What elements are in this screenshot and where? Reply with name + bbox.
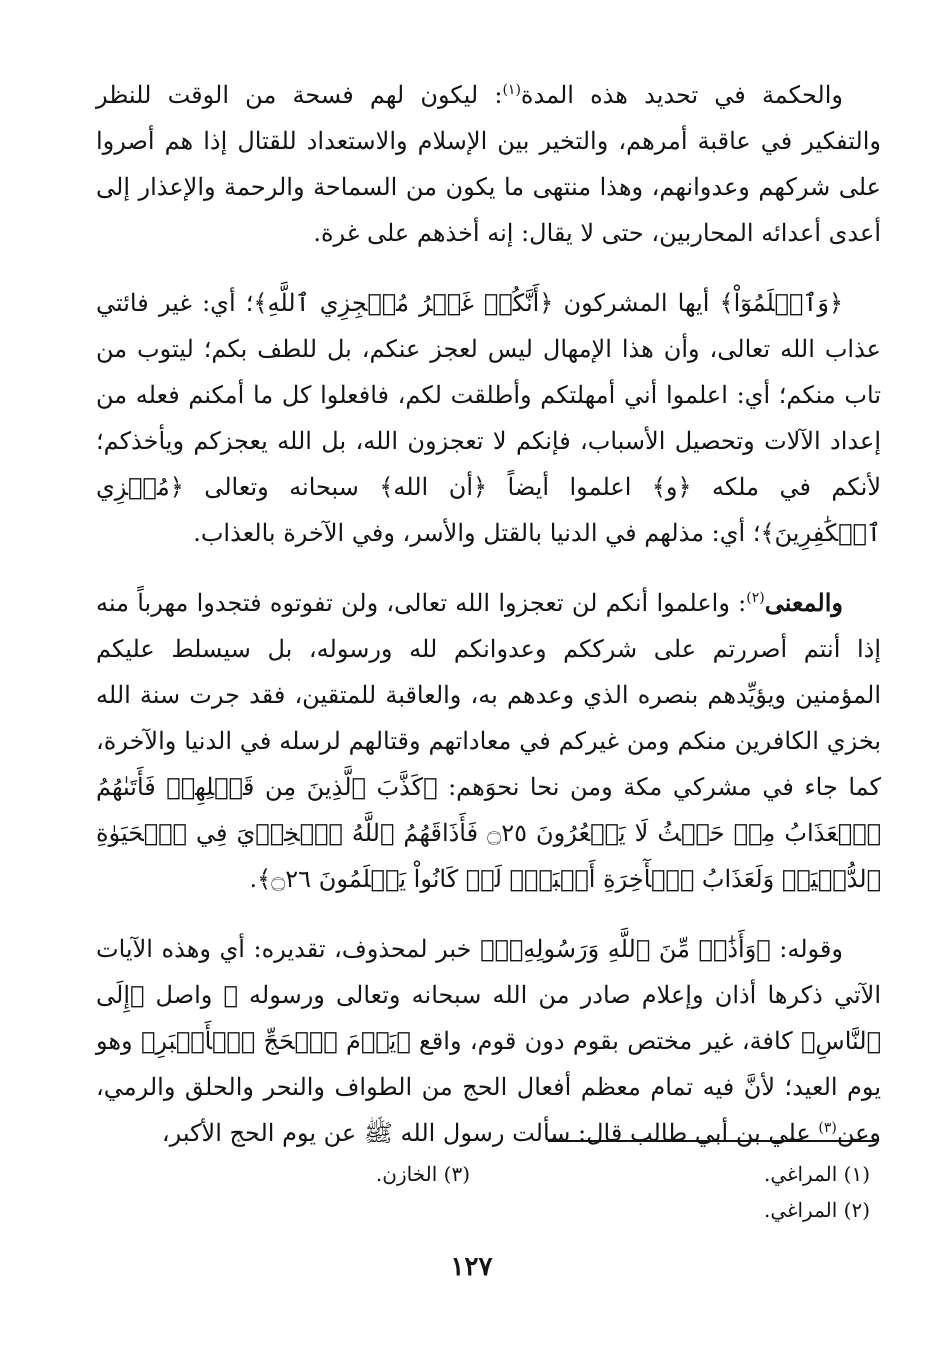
footnote-marker-3: (٣) bbox=[818, 1120, 837, 1136]
footnotes bbox=[330, 1156, 870, 1236]
footnote-divider bbox=[548, 1140, 876, 1142]
paragraph-2 bbox=[96, 280, 881, 556]
paragraph-1 bbox=[96, 72, 881, 256]
paragraph-1-text: : ليكون لهم فسحة من الوقت للنظر والتفكير في عاقبة أمرهم، والتخير بين الإسلام والاستعداد للقتال إذا هم أصروا على شركهم وعدوانهم، وهذا منتهى ما يكون من السماحة والرحمة والإعذار إلى أعدى أعدائه المحاربين، حتى لا يقال: إنه أخذهم على غرة. bbox=[96, 81, 882, 247]
footnote-marker-2: (٢) bbox=[746, 590, 765, 606]
footnote-marker-1: (١) bbox=[502, 82, 521, 98]
paragraph-3-lead: والمعنى bbox=[764, 588, 843, 617]
paragraph-3-text: : واعلموا أنكم لن تعجزوا الله تعالى، ولن تفوتوه فتجدوا مهرباً منه إذا أنتم أصررتم على شرككم وعدوانكم لله ورسوله، بل سيسلط عليكم المؤمنين ويؤيِّدهم بنصره الذي وعدهم به، والعاقبة للمتقين، فقد جرت سنة الله بخزي الكافرين منكم ومن غيركم في معاداتهم وقتالهم لرسله في الدنيا والآخرة، كما جاء في مشركي مكة ومن نحا نحوَهم: ﴿كَذَّبَ ٱلَّذِينَ مِن قَبۡلِهِمۡ فَأَتَىٰهُمُ ٱلۡعَذَابُ مِنۡ حَيۡثُ لَا يَشۡعُرُونَ ۝٢٥ فَأَذَاقَهُمُ ٱللَّهُ ٱلۡخِزۡيَ فِي ٱلۡحَيَوٰةِ ٱلدُّنۡيَاۖ وَلَعَذَابُ ٱلۡأٓخِرَةِ أَكۡبَرُۚ لَوۡ كَانُواْ يَعۡلَمُونَ ۝٢٦﴾. bbox=[96, 589, 882, 893]
main-text bbox=[96, 72, 881, 1180]
paragraph-4-text: وقوله: ﴿وَأَذَٰنٞ مِّنَ ٱللَّهِ وَرَسُولِهِۦٓ﴾ خبر لمحذوف، تقديره: أي وهذه الآيات الآتي ذكرها أذان وإعلام صادر من الله سبحانه وتعالى ورسوله ﷺ واصل ﴿إِلَى ٱلنَّاسِ﴾ كافة، غير مختص بقوم دون قوم، واقع ﴿يَوۡمَ ٱلۡحَجِّ ٱلۡأَكۡبَرِ﴾ وهو يوم العيد؛ لأنَّ فيه تمام معظم أفعال الحج من الطواف والنحر والحلق والرمي، وعن bbox=[96, 935, 881, 1147]
paragraph-4 bbox=[96, 926, 881, 1156]
paragraph-1-head: والحكمة في تحديد هذه المدة bbox=[520, 81, 843, 109]
footnote-2: (٢) المراغي. bbox=[763, 1198, 870, 1222]
footnote-3: (٣) الخازن. bbox=[375, 1162, 470, 1186]
paragraph-3 bbox=[96, 580, 881, 902]
paragraph-4-tail: علي بن أبي طالب قال: سألت رسول الله ﷺ عن يوم الحج الأكبر، bbox=[161, 1119, 819, 1147]
footnote-1: (١) المراغي. bbox=[763, 1162, 870, 1186]
page-number: ١٢٧ bbox=[450, 1252, 493, 1282]
paragraph-2-text: ﴿وَٱعۡلَمُوٓاْ﴾ أيها المشركون ﴿أَنَّكُمۡ غَيۡرُ مُعۡجِزِي ٱللَّهِ﴾؛ أي: غير فائتي عذاب الله تعالى، وأن هذا الإمهال ليس لعجز عنكم، بل للطف بكم؛ ليتوب من تاب منكم؛ أي: اعلموا أني أمهلتكم وأطلقت لكم، فافعلوا كل ما أمكنم فعله من إعداد الآلات وتحصيل الأسباب، فإنكم لا تعجزون الله، بل الله يعجزكم ويأخذكم؛ لأنكم في ملكه ﴿و﴾ اعلموا أيضاً ﴿أن الله﴾ سبحانه وتعالى ﴿مُخۡزِي ٱلۡكَٰفِرِينَ﴾؛ أي: مذلهم في الدنيا بالقتل والأسر، وفي الآخرة بالعذاب. bbox=[96, 289, 882, 547]
